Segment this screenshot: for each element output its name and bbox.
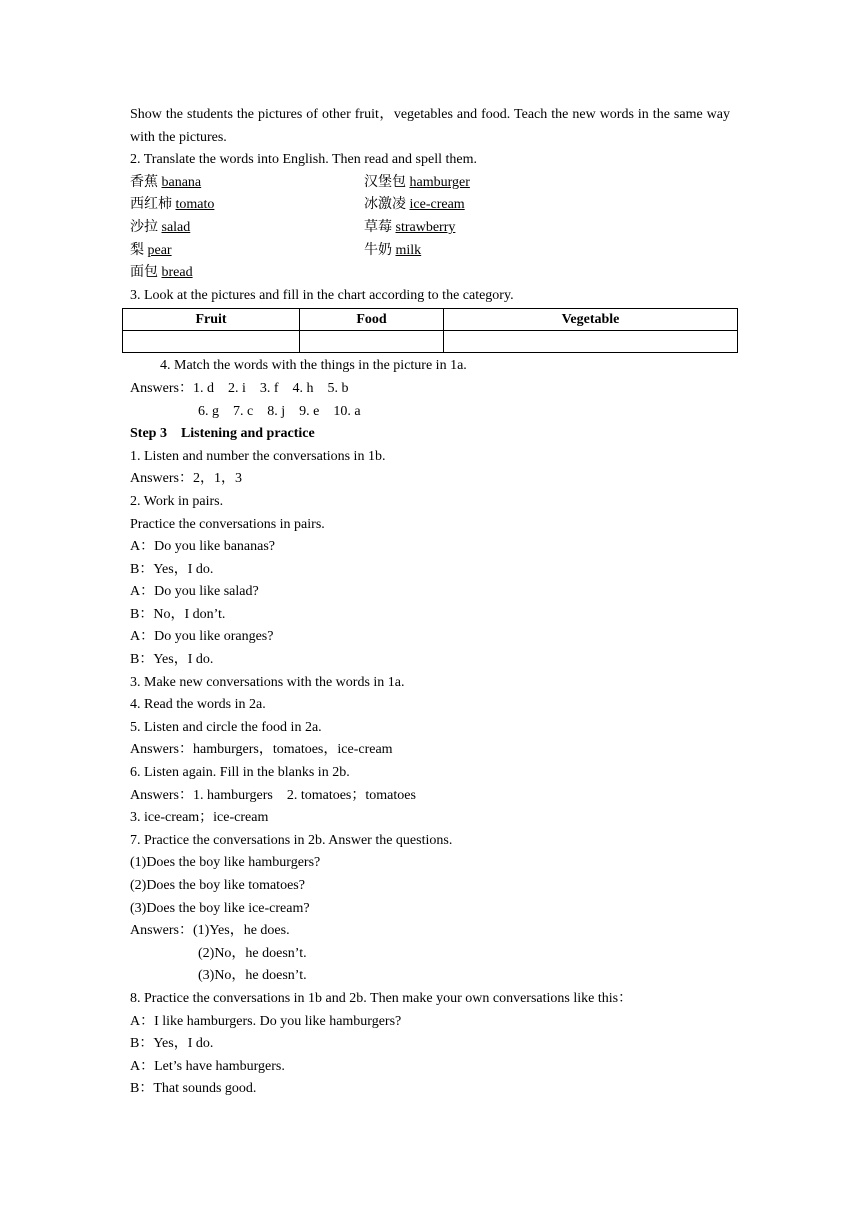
chart-cell-food [300, 331, 444, 353]
vocab-english: pear [147, 242, 172, 258]
vocab-item [130, 217, 364, 240]
vocab-chinese: 草莓 [364, 219, 392, 235]
vocab-chinese: 西红柿 [130, 197, 172, 213]
answers-4-row-2: 6. g 7. c 8. j 9. e 10. a [198, 403, 361, 419]
answer-value: (1)Yes，he does. [193, 923, 290, 939]
vocab-english: hamburger [409, 174, 470, 190]
vocab-english: milk [395, 242, 422, 258]
answers-values: 1. d 2. i 3. f 4. h 5. b [193, 380, 349, 396]
step-3-heading: Step 3 Listening and practice [130, 426, 315, 442]
vocab-english: strawberry [395, 219, 456, 235]
vocab-chinese: 香蕉 [130, 174, 158, 190]
step-3-item-2: 2. Work in pairs. [130, 493, 224, 509]
step-3-item-3: 3. Make new conversations with the words in 1a. [130, 674, 405, 690]
vocab-item [130, 194, 364, 217]
step-3-item-8: 8. Practice the conversations in 1b and 2b. Then make your own conversations like this： [130, 990, 633, 1006]
answers-label: Answers： [130, 380, 193, 396]
category-chart [122, 308, 738, 353]
question-line: (1)Does the boy like hamburgers? [130, 855, 321, 871]
vocab-chinese: 汉堡包 [364, 174, 406, 190]
chart-header-food: Food [300, 309, 444, 331]
task-4-instruction: 4. Match the words with the things in the picture in 1a. [160, 358, 467, 374]
vocab-english: salad [161, 219, 191, 235]
step-3-item-6-answers: Answers：1. hamburgers 2. tomatoes；tomatoes [130, 787, 416, 803]
chart-cell-fruit [123, 331, 300, 353]
dialog-line: B：That sounds good. [130, 1081, 257, 1097]
step-3-item-5-answers: Answers：hamburgers，tomatoes，ice-cream [130, 742, 393, 758]
step-3-item-2-detail: Practice the conversations in pairs. [130, 516, 325, 532]
dialog-line: B：Yes，I do. [130, 652, 214, 668]
dialog-line: A：I like hamburgers. Do you like hamburgers? [130, 1013, 402, 1029]
vocab-item [364, 217, 455, 240]
vocab-item [130, 172, 364, 195]
vocab-chinese: 沙拉 [130, 219, 158, 235]
vocab-row [130, 240, 730, 263]
dialog-line: A：Let’s have hamburgers. [130, 1058, 285, 1074]
vocab-chinese: 冰激凌 [364, 197, 406, 213]
vocab-item [364, 240, 421, 263]
vocab-english: banana [161, 174, 202, 190]
question-line: (3)Does the boy like ice-cream? [130, 900, 310, 916]
step-3-item-6: 6. Listen again. Fill in the blanks in 2b. [130, 765, 350, 781]
task-2-instruction: 2. Translate the words into English. Then read and spell them. [130, 152, 477, 168]
question-line: (2)Does the boy like tomatoes? [130, 878, 305, 893]
dialog-line: B：Yes，I do. [130, 561, 214, 577]
chart-cell-vegetable [444, 331, 738, 353]
answers-4-row-1 [130, 378, 730, 401]
chart-header-fruit: Fruit [123, 309, 300, 331]
vocab-item [364, 172, 470, 195]
vocab-item [130, 240, 364, 263]
vocab-row [130, 194, 730, 217]
chart-header-row [123, 309, 738, 331]
step-3-item-1: 1. Listen and number the conversations in 1b. [130, 448, 386, 464]
vocab-row [130, 262, 730, 285]
task-3-instruction: 3. Look at the pictures and fill in the chart according to the category. [130, 287, 514, 303]
answers-label: Answers： [130, 923, 193, 939]
dialog-line: B：No，I don’t. [130, 606, 226, 622]
intro-paragraph: Show the students the pictures of other fruit，vegetables and food. Teach the new words in the same way with the pictures. [130, 107, 730, 145]
chart-header-vegetable: Vegetable [444, 309, 738, 331]
vocab-row [130, 217, 730, 240]
vocab-chinese: 梨 [130, 242, 144, 258]
step-3-item-5: 5. Listen and circle the food in 2a. [130, 719, 322, 735]
vocab-row [130, 172, 730, 195]
answers-7-row-2: (2)No，he doesn’t. [198, 945, 307, 961]
vocab-english: tomato [175, 197, 215, 213]
chart-blank-row [123, 331, 738, 353]
step-3-item-4: 4. Read the words in 2a. [130, 697, 266, 713]
answers-7-row-1 [130, 920, 730, 943]
lesson-content [130, 104, 730, 1101]
dialog-line: B：Yes，I do. [130, 1036, 214, 1052]
dialog-line: A：Do you like bananas? [130, 539, 276, 555]
vocab-chinese: 牛奶 [364, 242, 392, 258]
vocab-english: bread [161, 265, 193, 281]
vocab-chinese: 面包 [130, 265, 158, 281]
dialog-line: A：Do you like salad? [130, 584, 259, 600]
vocab-english: ice-cream [409, 197, 465, 213]
answers-7-row-3: (3)No，he doesn’t. [198, 968, 307, 984]
step-3-item-1-answers: Answers：2，1，3 [130, 471, 242, 487]
step-3-item-7: 7. Practice the conversations in 2b. Answer the questions. [130, 832, 453, 848]
vocab-item [130, 262, 364, 285]
dialog-line: A：Do you like oranges? [130, 629, 274, 645]
vocab-item [364, 194, 465, 217]
step-3-item-6-answers-cont: 3. ice-cream；ice-cream [130, 810, 269, 826]
